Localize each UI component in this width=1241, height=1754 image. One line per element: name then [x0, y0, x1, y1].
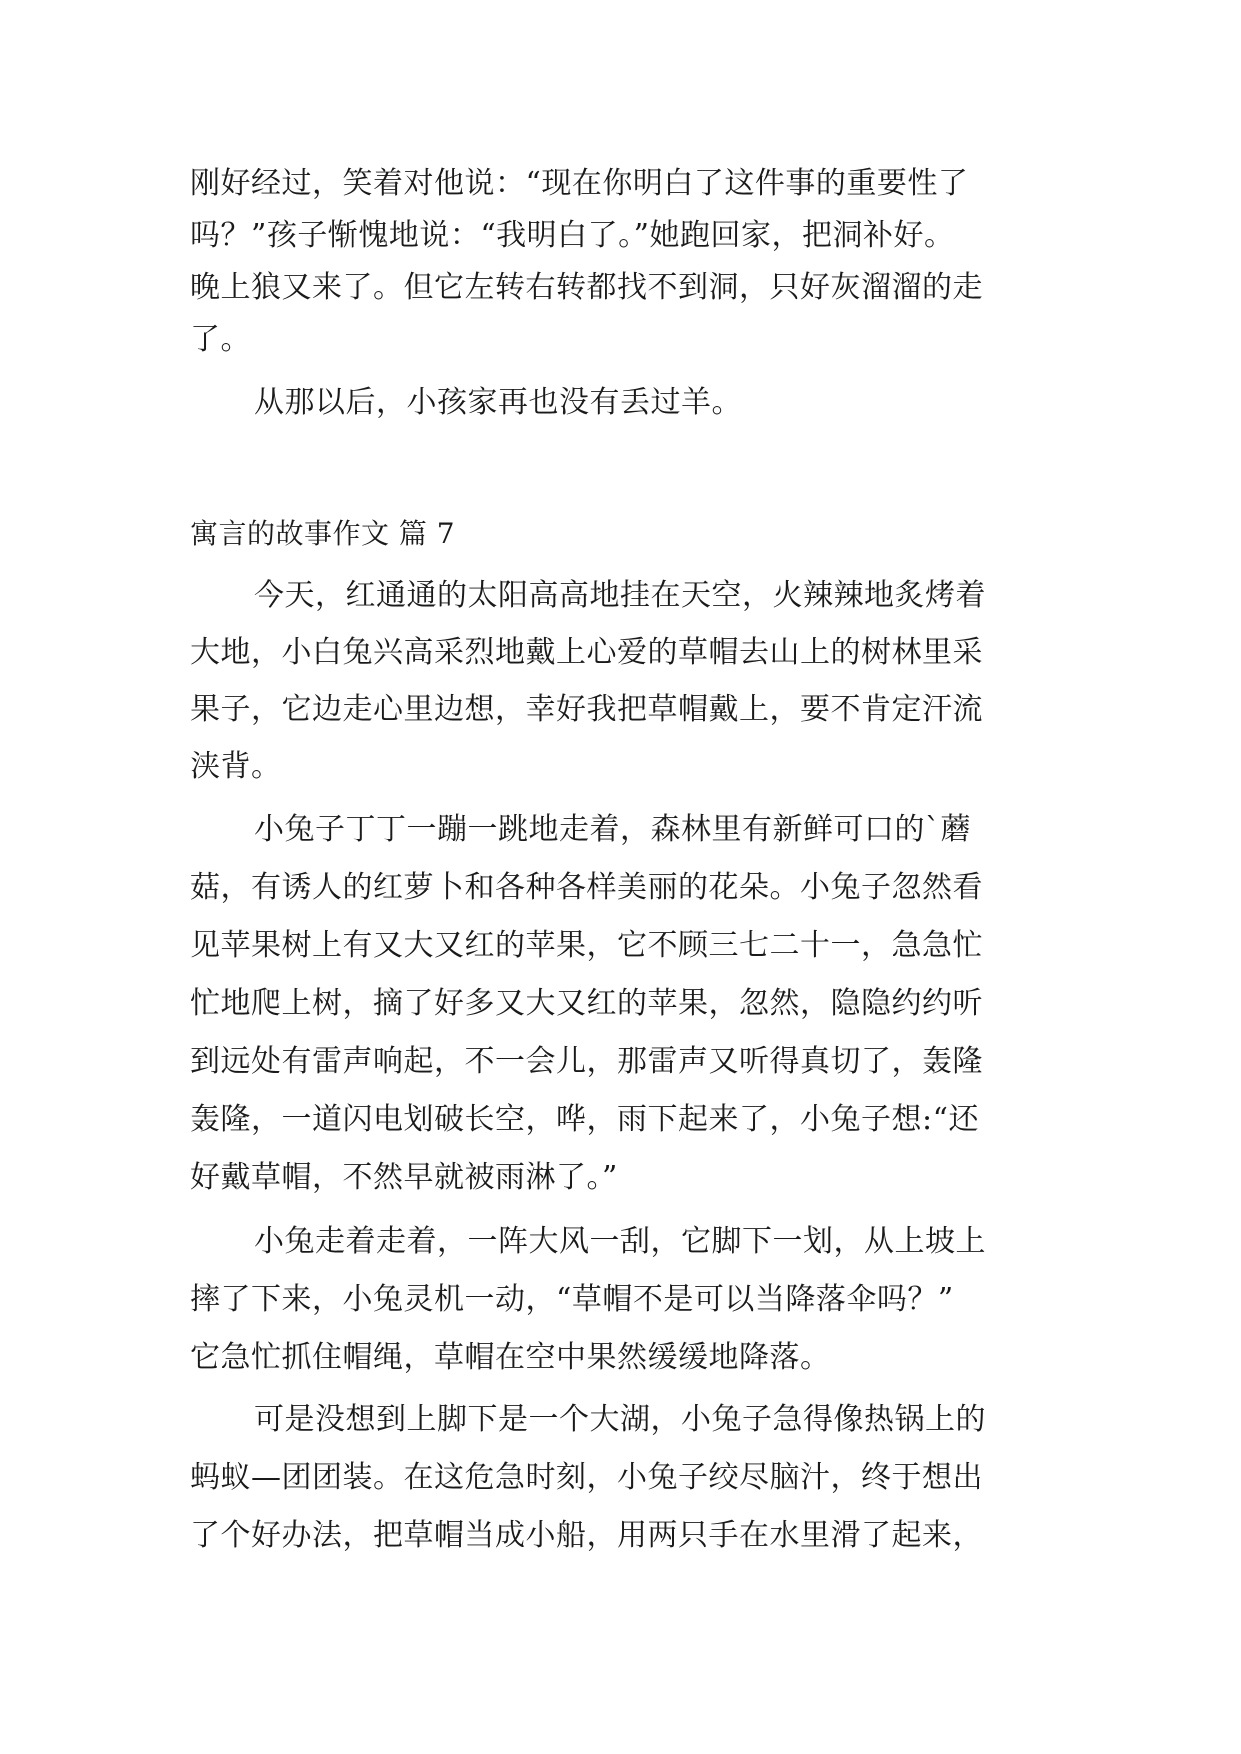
text-line: 小兔走着走着，一阵大风一刮，它脚下一划，从上坡上: [254, 1224, 986, 1259]
text-line: 见苹果树上有又大又红的苹果，它不顾三七二十一，急急忙: [190, 928, 983, 963]
text-line: 蚂蚁—团团装。在这危急时刻，小兔子绞尽脑汁，终于想出: [190, 1460, 983, 1495]
text-line: 它急忙抓住帽绳，草帽在空中果然缓缓地降落。: [190, 1340, 831, 1375]
text-line: 浃背。: [190, 749, 282, 784]
text-line: 忙地爬上树，摘了好多又大又红的苹果，忽然，隐隐约约听: [190, 986, 983, 1021]
text-line: 菇，有诱人的红萝卜和各种各样美丽的花朵。小兔子忽然看: [190, 870, 983, 905]
text-line: 吗？”孩子惭愧地说：“我明白了。”她跑回家，把洞补好。: [190, 218, 955, 253]
text-line: 今天，红通通的太阳高高地挂在天空，火辣辣地炙烤着: [254, 578, 986, 613]
text-line: 到远处有雷声响起，不一会儿，那雷声又听得真切了，轰隆: [190, 1044, 983, 1079]
text-line: 了。: [190, 322, 251, 357]
text-line: 果子，它边走心里边想，幸好我把草帽戴上，要不肯定汗流: [190, 692, 983, 727]
text-line: 从那以后，小孩家再也没有丢过羊。: [254, 385, 742, 420]
text-line: 晚上狼又来了。但它左转右转都找不到洞，只好灰溜溜的走: [190, 270, 983, 305]
text-line: 了个好办法，把草帽当成小船，用两只手在水里滑了起来，: [190, 1518, 983, 1553]
text-line: 刚好经过，笑着对他说：“现在你明白了这件事的重要性了: [190, 166, 969, 201]
text-line: 好戴草帽，不然早就被雨淋了。”: [190, 1160, 618, 1195]
text-line: 可是没想到上脚下是一个大湖，小兔子急得像热锅上的: [254, 1402, 986, 1437]
text-line: 大地，小白兔兴高采烈地戴上心爱的草帽去山上的树林里采: [190, 635, 983, 670]
text-line: 轰隆，一道闪电划破长空，哗，雨下起来了，小兔子想:“还: [190, 1102, 979, 1137]
section-heading: 寓言的故事作文 篇 7: [190, 517, 456, 550]
text-line: 摔了下来，小兔灵机一动，“草帽不是可以当降落伞吗？”: [190, 1282, 954, 1317]
text-line: 小兔子丁丁一蹦一跳地走着，森林里有新鲜可口的`蘑: [254, 812, 971, 847]
